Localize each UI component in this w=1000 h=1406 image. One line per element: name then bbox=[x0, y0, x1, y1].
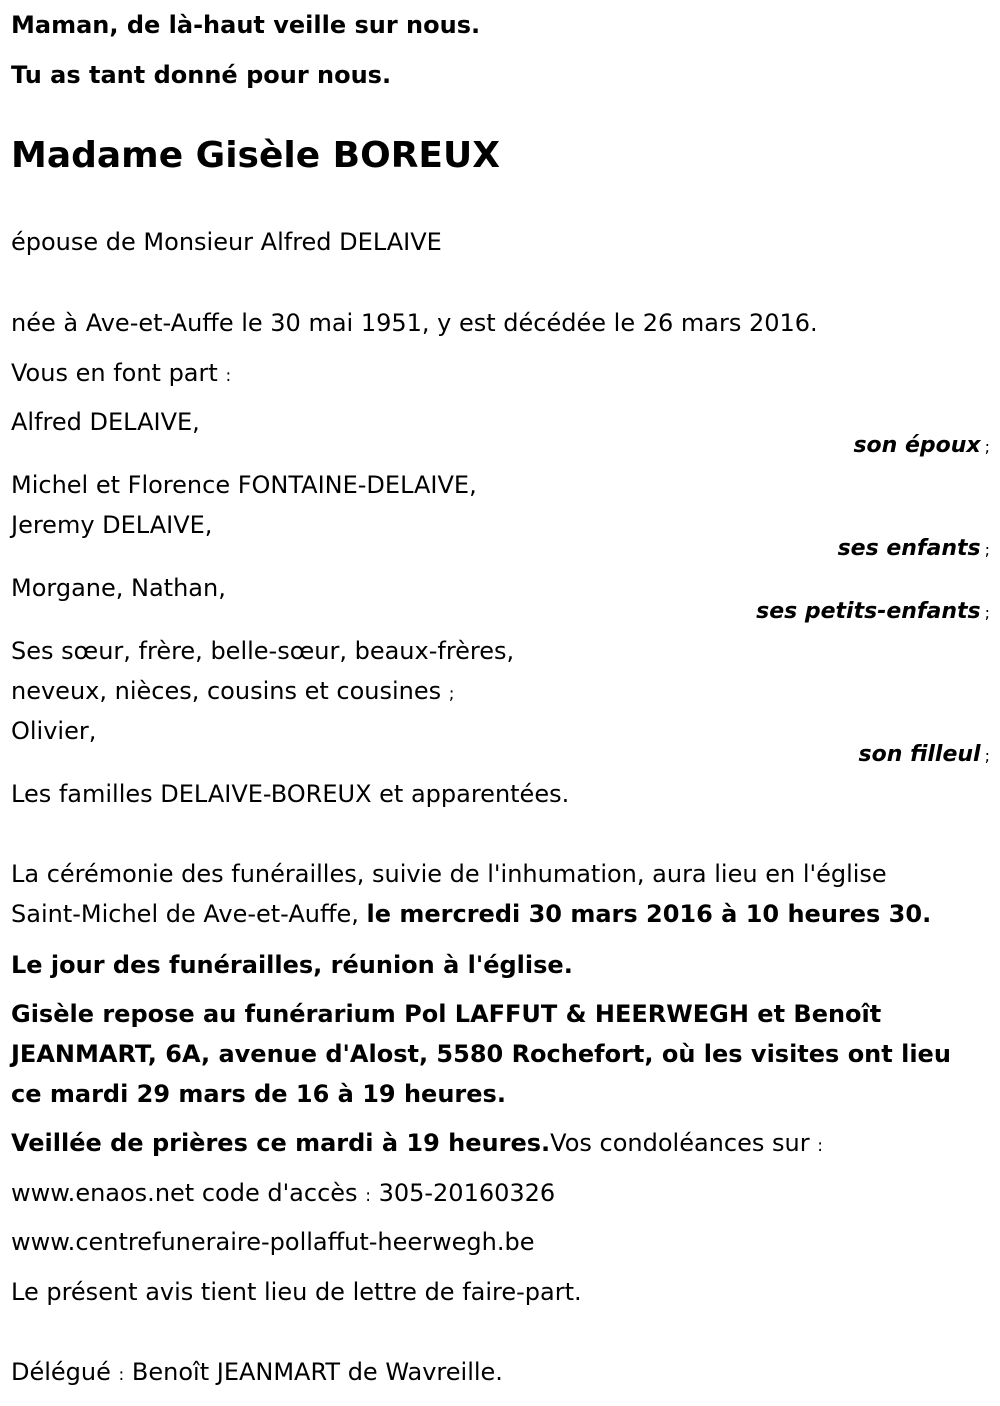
rest-line-2: JEANMART, 6A, avenue d'Alost, 5580 Rochefort, où les visites ont lieu bbox=[11, 1040, 951, 1068]
family-grandchildren: Morgane, Nathan, bbox=[11, 574, 226, 602]
ceremony-line-2 bbox=[11, 899, 931, 929]
relation-semicolon: ; bbox=[984, 437, 990, 456]
family-families: Les familles DELAIVE-BOREUX et apparentées. bbox=[11, 780, 570, 808]
delegate-colon: : bbox=[118, 1365, 125, 1385]
notice-line: Le présent avis tient lieu de lettre de faire-part. bbox=[11, 1278, 582, 1306]
announce-intro: Vous en font part bbox=[11, 359, 218, 387]
delegate-prefix: Délégué bbox=[11, 1358, 111, 1386]
ceremony-line-1: La cérémonie des funérailles, suivie de l'inhumation, aura lieu en l'église bbox=[11, 860, 887, 888]
enaos-line bbox=[11, 1178, 555, 1211]
relation-spouse-label: son époux bbox=[853, 433, 981, 458]
relation-children bbox=[838, 535, 990, 564]
relation-spouse bbox=[853, 432, 990, 461]
vigil-line bbox=[11, 1128, 823, 1161]
delegate-line bbox=[11, 1357, 503, 1390]
announce-line bbox=[11, 358, 231, 391]
rest-line-1: Gisèle repose au funérarium Pol LAFFUT & HEERWEGH et Benoît bbox=[11, 1000, 882, 1028]
condolences-colon: : bbox=[817, 1136, 823, 1156]
family-children-2: Jeremy DELAIVE, bbox=[11, 511, 213, 539]
family-godson: Olivier, bbox=[11, 717, 97, 745]
enaos-code: 305-20160326 bbox=[378, 1179, 556, 1207]
relation-grandchildren-label: ses petits-enfants bbox=[756, 599, 981, 624]
enaos-link[interactable]: www.enaos.net code d'accès bbox=[11, 1179, 358, 1207]
ceremony-datetime: le mercredi 30 mars 2016 à 10 heures 30. bbox=[366, 900, 932, 928]
rest-line-3: ce mardi 29 mars de 16 à 19 heures. bbox=[11, 1080, 506, 1108]
family-siblings-2-line bbox=[11, 676, 455, 709]
family-siblings-1: Ses sœur, frère, belle-sœur, beaux-frères, bbox=[11, 637, 515, 665]
delegate-name: Benoît JEANMART de Wavreille. bbox=[131, 1358, 503, 1386]
siblings-semicolon: ; bbox=[448, 684, 455, 704]
relation-godson bbox=[859, 741, 990, 770]
birth-death-line: née à Ave-et-Auffe le 30 mai 1951, y est décédée le 26 mars 2016. bbox=[11, 309, 818, 337]
family-siblings-2: neveux, nièces, cousins et cousines bbox=[11, 677, 442, 705]
relation-godson-label: son filleul bbox=[858, 742, 981, 767]
epigraph-line-2: Tu as tant donné pour nous. bbox=[11, 61, 392, 89]
ceremony-place: Saint-Michel de Ave-et-Auffe, bbox=[11, 900, 367, 928]
announce-colon: : bbox=[225, 366, 232, 386]
epigraph-line-1: Maman, de là-haut veille sur nous. bbox=[11, 11, 481, 39]
enaos-colon: : bbox=[365, 1186, 371, 1206]
relation-semicolon: ; bbox=[984, 540, 990, 559]
family-children-1: Michel et Florence FONTAINE-DELAIVE, bbox=[11, 471, 477, 499]
relation-grandchildren bbox=[756, 598, 990, 627]
funeral-site-link[interactable]: www.centrefuneraire-pollaffut-heerwegh.be bbox=[11, 1228, 535, 1256]
ceremony-meeting: Le jour des funérailles, réunion à l'église. bbox=[11, 951, 573, 979]
relation-semicolon: ; bbox=[984, 746, 990, 765]
spouse-line: épouse de Monsieur Alfred DELAIVE bbox=[11, 228, 442, 256]
deceased-name: Madame Gisèle BOREUX bbox=[11, 135, 501, 176]
condolences-text: Vos condoléances sur bbox=[550, 1129, 810, 1157]
family-spouse-name: Alfred DELAIVE, bbox=[11, 408, 200, 436]
relation-semicolon: ; bbox=[984, 603, 990, 622]
relation-children-label: ses enfants bbox=[837, 536, 981, 561]
vigil-text: Veillée de prières ce mardi à 19 heures. bbox=[11, 1129, 551, 1157]
